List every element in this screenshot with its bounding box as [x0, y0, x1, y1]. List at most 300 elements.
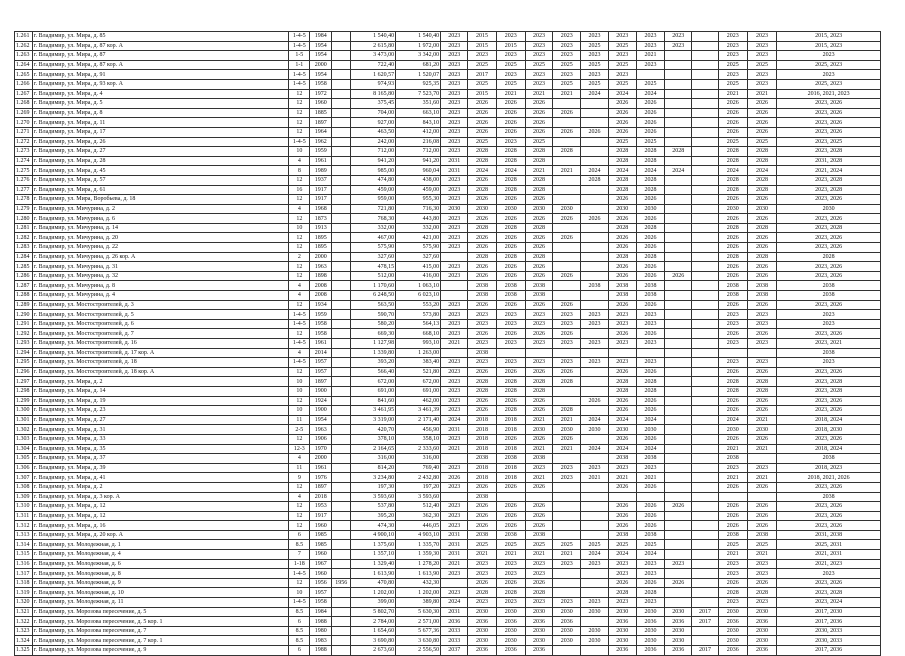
- table-cell: 2023: [718, 51, 747, 61]
- table-cell: [553, 156, 581, 166]
- table-cell: [553, 118, 581, 128]
- table-cell: 2026: [718, 127, 747, 137]
- row-number-cell: 1.287: [15, 281, 33, 291]
- table-cell: 443,80: [396, 214, 441, 224]
- table-cell: 2024: [441, 415, 468, 425]
- table-cell: 474,80: [351, 175, 396, 185]
- table-cell: 1 357,10: [351, 550, 396, 560]
- table-cell: 2024: [441, 598, 468, 608]
- row-number-cell: 1.275: [15, 166, 33, 176]
- table-cell: 2036: [468, 646, 496, 656]
- table-cell: 2028: [747, 252, 776, 262]
- table-cell: 2026: [525, 118, 552, 128]
- table-cell: 2036: [553, 617, 581, 627]
- table-cell: 941,20: [396, 156, 441, 166]
- table-row: [15, 271, 881, 281]
- table-cell: [692, 358, 718, 368]
- table-cell: 2025: [608, 540, 636, 550]
- row-number-cell: 1.324: [15, 636, 33, 646]
- table-cell: 2023: [441, 175, 468, 185]
- table-cell: 2026: [608, 367, 636, 377]
- table-cell: 2030: [553, 204, 581, 214]
- table-cell: 2038: [468, 348, 496, 358]
- table-cell: [332, 175, 351, 185]
- table-cell: 2023, 2026: [777, 233, 881, 243]
- table-row: [15, 636, 881, 646]
- table-cell: 2023: [581, 463, 608, 473]
- row-number-cell: 1.282: [15, 233, 33, 243]
- table-cell: [332, 617, 351, 627]
- table-cell: 2023: [718, 32, 747, 42]
- table-cell: 2024: [636, 550, 664, 560]
- table-cell: 2023, 2026: [777, 271, 881, 281]
- table-row: [15, 482, 881, 492]
- table-cell: [332, 233, 351, 243]
- table-row: [15, 127, 881, 137]
- row-number-cell: 1.305: [15, 454, 33, 464]
- table-cell: 2021: [581, 473, 608, 483]
- address-cell: г. Владимир, ул. Мира, д. 87: [32, 51, 289, 61]
- table-cell: [332, 502, 351, 512]
- table-cell: 432,30: [396, 578, 441, 588]
- table-cell: 2023, 2026: [777, 396, 881, 406]
- table-cell: [665, 137, 692, 147]
- table-cell: 2 615,80: [351, 41, 396, 51]
- table-cell: 3 234,80: [351, 473, 396, 483]
- address-cell: г. Владимир, ул. Мичурина, д. 31: [32, 262, 289, 272]
- table-cell: [665, 434, 692, 444]
- table-cell: [692, 386, 718, 396]
- table-cell: 2030: [747, 425, 776, 435]
- table-cell: [692, 137, 718, 147]
- table-cell: [553, 530, 581, 540]
- address-cell: г. Владимир, ул. Мира, д. 35: [32, 444, 289, 454]
- row-number-cell: 1.290: [15, 310, 33, 320]
- table-cell: [692, 367, 718, 377]
- table-cell: 2030: [525, 636, 552, 646]
- table-cell: 2028: [496, 156, 525, 166]
- table-cell: 1956: [332, 578, 351, 588]
- table-cell: 1895: [310, 233, 332, 243]
- table-row: [15, 166, 881, 176]
- table-cell: 2017, 2030: [777, 607, 881, 617]
- table-cell: 2030: [718, 425, 747, 435]
- table-cell: 12: [289, 329, 310, 339]
- table-cell: [553, 482, 581, 492]
- table-cell: [692, 214, 718, 224]
- table-cell: [332, 60, 351, 70]
- table-cell: 12: [289, 511, 310, 521]
- table-cell: 691,00: [396, 386, 441, 396]
- table-cell: 2023, 2028: [777, 185, 881, 195]
- table-cell: 2030: [468, 607, 496, 617]
- table-cell: 2026: [747, 578, 776, 588]
- table-cell: 2030: [747, 636, 776, 646]
- table-cell: 2026: [636, 300, 664, 310]
- table-cell: [665, 540, 692, 550]
- table-cell: 2031: [441, 550, 468, 560]
- table-cell: 2030: [441, 204, 468, 214]
- table-cell: 2030: [581, 626, 608, 636]
- table-row: [15, 156, 881, 166]
- table-cell: 2018: [468, 434, 496, 444]
- table-cell: 456,90: [396, 425, 441, 435]
- table-cell: 2018: [496, 444, 525, 454]
- table-cell: [332, 156, 351, 166]
- table-cell: [692, 329, 718, 339]
- table-cell: 2025: [718, 60, 747, 70]
- table-cell: 1954: [310, 70, 332, 80]
- table-cell: 1989: [310, 166, 332, 176]
- row-number-cell: 1.310: [15, 502, 33, 512]
- table-cell: [525, 492, 552, 502]
- address-cell: г. Владимир, ул. Мичурина, д. 14: [32, 223, 289, 233]
- table-cell: 2026: [525, 195, 552, 205]
- table-cell: [692, 252, 718, 262]
- table-cell: 1906: [310, 434, 332, 444]
- table-cell: 2018, 2023: [777, 463, 881, 473]
- table-cell: [581, 147, 608, 157]
- table-cell: [553, 511, 581, 521]
- table-cell: 2023: [608, 569, 636, 579]
- table-cell: 2023: [441, 367, 468, 377]
- table-cell: 2023: [525, 70, 552, 80]
- table-row: [15, 530, 881, 540]
- table-cell: 1897: [310, 118, 332, 128]
- table-cell: 2023: [636, 32, 664, 42]
- table-cell: 2015: [468, 89, 496, 99]
- table-row: [15, 367, 881, 377]
- table-cell: 2023: [777, 51, 881, 61]
- table-cell: 2026: [496, 214, 525, 224]
- table-row: [15, 223, 881, 233]
- table-cell: 2038: [581, 281, 608, 291]
- table-cell: [581, 521, 608, 531]
- table-cell: [665, 89, 692, 99]
- table-cell: 1917: [310, 511, 332, 521]
- table-cell: 1984: [310, 607, 332, 617]
- table-cell: 2023: [718, 310, 747, 320]
- table-cell: 2033: [441, 626, 468, 636]
- table-cell: 2026: [468, 127, 496, 137]
- table-cell: 2023, 2026: [777, 127, 881, 137]
- table-cell: [332, 511, 351, 521]
- table-cell: 2031: [441, 540, 468, 550]
- table-cell: 2026: [608, 127, 636, 137]
- table-cell: 2026: [468, 118, 496, 128]
- row-number-cell: 1.276: [15, 175, 33, 185]
- table-cell: 2023: [608, 358, 636, 368]
- table-cell: [665, 454, 692, 464]
- table-cell: 2026: [636, 262, 664, 272]
- table-cell: 8.5: [289, 540, 310, 550]
- table-cell: 2023: [496, 339, 525, 349]
- table-cell: 2030: [581, 607, 608, 617]
- table-cell: 1968: [310, 204, 332, 214]
- table-cell: [608, 492, 636, 502]
- table-cell: 1961: [310, 156, 332, 166]
- table-cell: 1 540,40: [396, 32, 441, 42]
- table-cell: 2036: [525, 646, 552, 656]
- table-cell: [692, 588, 718, 598]
- table-cell: 2023, 2026: [777, 511, 881, 521]
- table-cell: 2031: [441, 166, 468, 176]
- table-cell: 12: [289, 89, 310, 99]
- table-cell: 2026: [718, 214, 747, 224]
- table-cell: 2030: [496, 607, 525, 617]
- table-cell: 2023: [581, 310, 608, 320]
- table-cell: 462,00: [396, 396, 441, 406]
- table-cell: 2028: [468, 588, 496, 598]
- table-cell: 2026: [665, 502, 692, 512]
- table-cell: 2028: [608, 588, 636, 598]
- table-cell: 2021: [747, 473, 776, 483]
- table-cell: [581, 204, 608, 214]
- table-cell: 2024: [718, 166, 747, 176]
- table-cell: [581, 271, 608, 281]
- table-cell: 2 571,00: [396, 617, 441, 627]
- table-cell: [496, 348, 525, 358]
- table-cell: 2026: [747, 482, 776, 492]
- table-cell: 2026: [718, 243, 747, 253]
- table-cell: 2023: [581, 358, 608, 368]
- row-number-cell: 1.262: [15, 41, 33, 51]
- table-cell: [665, 358, 692, 368]
- table-cell: 2026: [496, 511, 525, 521]
- table-cell: [581, 588, 608, 598]
- table-cell: 2023: [608, 463, 636, 473]
- table-cell: 2026: [718, 262, 747, 272]
- table-cell: [692, 60, 718, 70]
- table-cell: 2023, 2026: [777, 367, 881, 377]
- table-cell: 2031: [441, 530, 468, 540]
- table-cell: 1-4-5: [289, 339, 310, 349]
- table-cell: 2026: [636, 271, 664, 281]
- table-cell: 2026: [636, 243, 664, 253]
- table-cell: 960,04: [396, 166, 441, 176]
- table-cell: [332, 434, 351, 444]
- table-cell: [553, 578, 581, 588]
- table-cell: 2026: [747, 214, 776, 224]
- table-cell: [332, 425, 351, 435]
- table-cell: 1964: [310, 127, 332, 137]
- table-cell: 2023: [553, 559, 581, 569]
- table-cell: 2028: [636, 377, 664, 387]
- table-cell: [692, 559, 718, 569]
- address-cell: г. Владимир, ул. Мира, д. 20 кор. А: [32, 530, 289, 540]
- table-cell: [332, 137, 351, 147]
- table-cell: 1-4-5: [289, 79, 310, 89]
- address-cell: г. Владимир, ул. Мостостроителей, д. 18 кор. А: [32, 367, 289, 377]
- table-cell: 2038: [496, 281, 525, 291]
- table-cell: 2023: [608, 32, 636, 42]
- table-cell: 2024: [608, 89, 636, 99]
- table-cell: [332, 607, 351, 617]
- table-cell: [692, 636, 718, 646]
- table-cell: 5 802,70: [351, 607, 396, 617]
- table-cell: 2024: [636, 89, 664, 99]
- table-cell: 2026: [608, 578, 636, 588]
- table-cell: 769,40: [396, 463, 441, 473]
- table-cell: 2026: [496, 367, 525, 377]
- table-cell: 1900: [310, 406, 332, 416]
- table-cell: [581, 329, 608, 339]
- table-cell: 2026: [747, 99, 776, 109]
- table-cell: 2025: [468, 79, 496, 89]
- table-row: [15, 310, 881, 320]
- table-cell: [332, 243, 351, 253]
- table-cell: 446,05: [396, 521, 441, 531]
- table-row: [15, 99, 881, 109]
- table-cell: 2026: [747, 502, 776, 512]
- table-cell: [692, 482, 718, 492]
- table-cell: 2015: [468, 32, 496, 42]
- table-cell: 2023: [441, 463, 468, 473]
- table-cell: 2023: [441, 329, 468, 339]
- table-cell: [332, 329, 351, 339]
- table-cell: 242,00: [351, 137, 396, 147]
- table-cell: [553, 588, 581, 598]
- row-number-cell: 1.300: [15, 406, 33, 416]
- table-cell: 2 673,60: [351, 646, 396, 656]
- table-cell: [692, 598, 718, 608]
- table-cell: [747, 492, 776, 502]
- table-cell: 2028: [718, 588, 747, 598]
- table-row: [15, 396, 881, 406]
- row-number-cell: 1.277: [15, 185, 33, 195]
- table-cell: 2030: [718, 636, 747, 646]
- address-cell: г. Владимир, ул. Мостостроителей, д. 7: [32, 329, 289, 339]
- table-cell: 12: [289, 367, 310, 377]
- table-cell: 2026: [468, 271, 496, 281]
- table-cell: 2023: [553, 32, 581, 42]
- address-cell: г. Владимир, ул. Мира, д. 85: [32, 32, 289, 42]
- table-cell: 2023: [441, 521, 468, 531]
- table-cell: 2030: [636, 636, 664, 646]
- table-cell: 2024: [636, 166, 664, 176]
- row-number-cell: 1.281: [15, 223, 33, 233]
- table-cell: 2021: [747, 415, 776, 425]
- table-cell: 2023, 2028: [777, 223, 881, 233]
- row-number-cell: 1.273: [15, 147, 33, 157]
- table-cell: 2026: [718, 502, 747, 512]
- table-cell: [665, 51, 692, 61]
- table-cell: 2026: [496, 108, 525, 118]
- address-cell: г. Владимир, ул. Морозова пересечение, д. 9: [32, 646, 289, 656]
- table-cell: 12: [289, 262, 310, 272]
- table-cell: 2028: [496, 386, 525, 396]
- table-cell: 463,50: [351, 127, 396, 137]
- row-number-cell: 1.297: [15, 377, 33, 387]
- table-cell: [581, 223, 608, 233]
- table-cell: 722,40: [351, 60, 396, 70]
- table-cell: [581, 348, 608, 358]
- table-cell: 2026: [747, 396, 776, 406]
- table-cell: 2038: [777, 348, 881, 358]
- table-cell: 2023: [441, 377, 468, 387]
- table-cell: 2028: [468, 185, 496, 195]
- table-cell: 2018: [468, 415, 496, 425]
- table-cell: 2026: [608, 406, 636, 416]
- table-cell: [332, 214, 351, 224]
- table-cell: 2023: [608, 310, 636, 320]
- table-cell: [553, 396, 581, 406]
- table-cell: 2018, 2021, 2026: [777, 473, 881, 483]
- address-cell: г. Владимир, ул. Мира, д. 37: [32, 454, 289, 464]
- table-cell: 2026: [496, 578, 525, 588]
- table-cell: [718, 348, 747, 358]
- row-number-cell: 1.280: [15, 214, 33, 224]
- table-cell: 3 319,00: [351, 415, 396, 425]
- table-cell: [332, 127, 351, 137]
- table-cell: 2023: [747, 70, 776, 80]
- table-cell: [441, 281, 468, 291]
- table-cell: 2023, 2026: [777, 502, 881, 512]
- table-cell: 2023: [441, 108, 468, 118]
- table-cell: 2023: [718, 358, 747, 368]
- table-cell: 2023: [747, 569, 776, 579]
- table-cell: [692, 511, 718, 521]
- row-number-cell: 1.286: [15, 271, 33, 281]
- table-row: [15, 70, 881, 80]
- table-cell: 2026: [468, 195, 496, 205]
- table-cell: [692, 51, 718, 61]
- table-cell: 2038: [468, 492, 496, 502]
- table-cell: 2024: [608, 444, 636, 454]
- table-cell: 2038: [525, 291, 552, 301]
- table-cell: [665, 252, 692, 262]
- table-cell: 2023: [441, 310, 468, 320]
- row-number-cell: 1.316: [15, 559, 33, 569]
- table-cell: [665, 444, 692, 454]
- address-cell: г. Владимир, ул. Мира, д. 57: [32, 175, 289, 185]
- table-cell: 2028: [553, 147, 581, 157]
- table-cell: 2028: [718, 386, 747, 396]
- table-cell: [581, 367, 608, 377]
- table-cell: 327,60: [396, 252, 441, 262]
- table-cell: 2023: [441, 406, 468, 416]
- table-cell: [636, 70, 664, 80]
- table-cell: 2023: [777, 319, 881, 329]
- table-cell: 2026: [468, 214, 496, 224]
- table-cell: 2030: [468, 626, 496, 636]
- table-cell: 1957: [310, 588, 332, 598]
- table-cell: 2023: [747, 358, 776, 368]
- table-cell: [665, 492, 692, 502]
- table-cell: 2017: [692, 617, 718, 627]
- table-cell: [665, 70, 692, 80]
- table-cell: 2014: [310, 348, 332, 358]
- table-cell: 2030: [777, 204, 881, 214]
- table-cell: 2023: [636, 339, 664, 349]
- table-cell: 1-5: [289, 51, 310, 61]
- table-cell: 2026: [718, 406, 747, 416]
- table-cell: 9: [289, 473, 310, 483]
- table-cell: 12: [289, 243, 310, 253]
- table-cell: 470,80: [351, 578, 396, 588]
- table-cell: 2038: [468, 454, 496, 464]
- table-row: [15, 175, 881, 185]
- table-cell: 438,00: [396, 175, 441, 185]
- table-cell: 2026: [496, 118, 525, 128]
- address-cell: г. Владимир, ул. Мира, д. 16: [32, 521, 289, 531]
- address-cell: г. Владимир, ул. Мичурина, д. 8: [32, 281, 289, 291]
- table-cell: 2023, 2028: [777, 175, 881, 185]
- table-cell: 1958: [310, 598, 332, 608]
- table-cell: [332, 223, 351, 233]
- table-cell: [636, 348, 664, 358]
- table-cell: 2026: [525, 233, 552, 243]
